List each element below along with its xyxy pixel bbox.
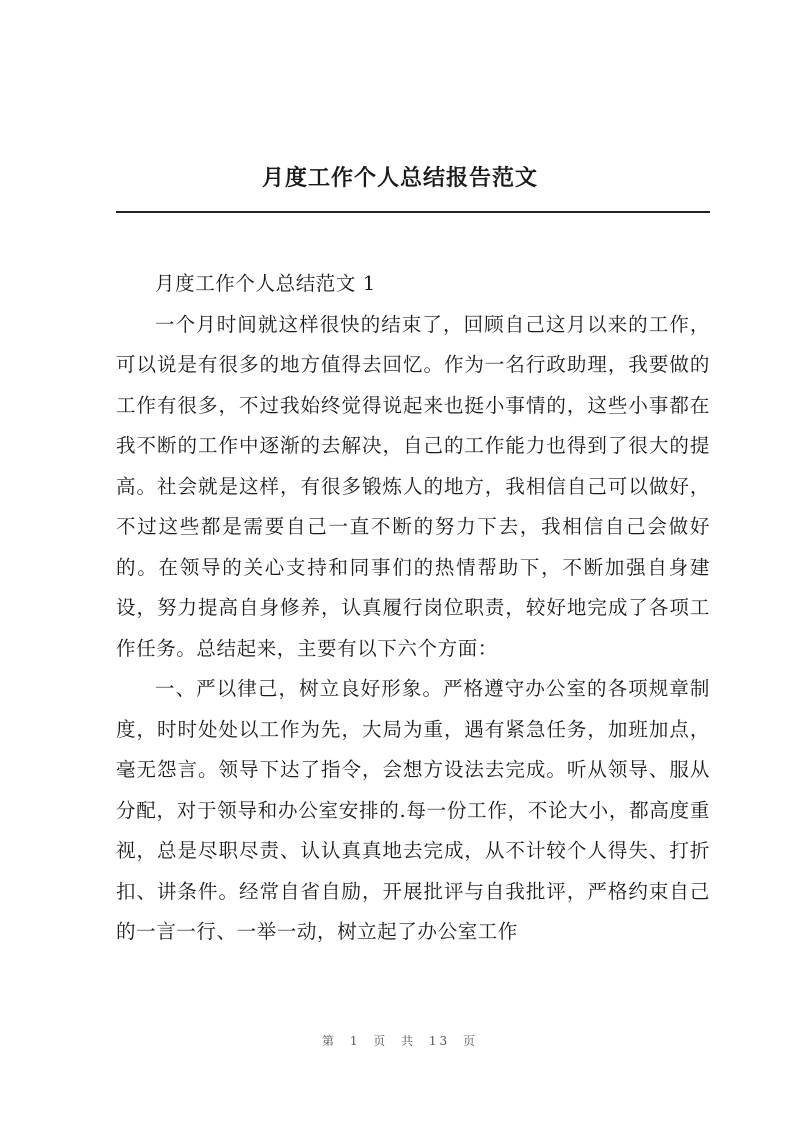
section-heading: 月度工作个人总结范文 1	[155, 272, 376, 295]
title-divider	[116, 211, 710, 213]
document-title: 月度工作个人总结报告范文	[261, 165, 538, 191]
body-paragraph: 一个月时间就这样很快的结束了，回顾自己这月以来的工作，可以说是有很多的地方值得去回忆。作为一名行政助理，我要做的工作有很多，不过我始终觉得说起来也挺小事情的，这些小事都在我不断的工作中逐渐的去解决，自己的工作能力也得到了很大的提高。社会就是这样，有很多锻炼人的地方，我相信自己可以做好，不过这些都是需要自己一直不断的努力下去，我相信自己会做好的。在领导的关心支持和同事们的热情帮助下，不断加强自身建设，努力提高自身修养，认真履行岗位职责，较好地完成了各项工作任务。总结起来，主要有以下六个方面：	[116, 312, 710, 660]
body-paragraph: 一、严以律己，树立良好形象。严格遵守办公室的各项规章制度，时时处处以工作为先，大局为重，遇有紧急任务，加班加点，毫无怨言。领导下达了指令，会想方设法去完成。听从领导、服从分配，对于领导和办公室安排的.每一份工作，不论大小，都高度重视，总是尽职尽责、认认真真地去完成，从不计较个人得失、打折扣、讲条件。经常自省自励，开展批评与自我批评，严格约束自己的一言一行、一举一动，树立起了办公室工作	[116, 677, 710, 943]
document-body	[116, 264, 710, 953]
page-number-footer: 第 1 页 共 13 页	[322, 1034, 478, 1048]
